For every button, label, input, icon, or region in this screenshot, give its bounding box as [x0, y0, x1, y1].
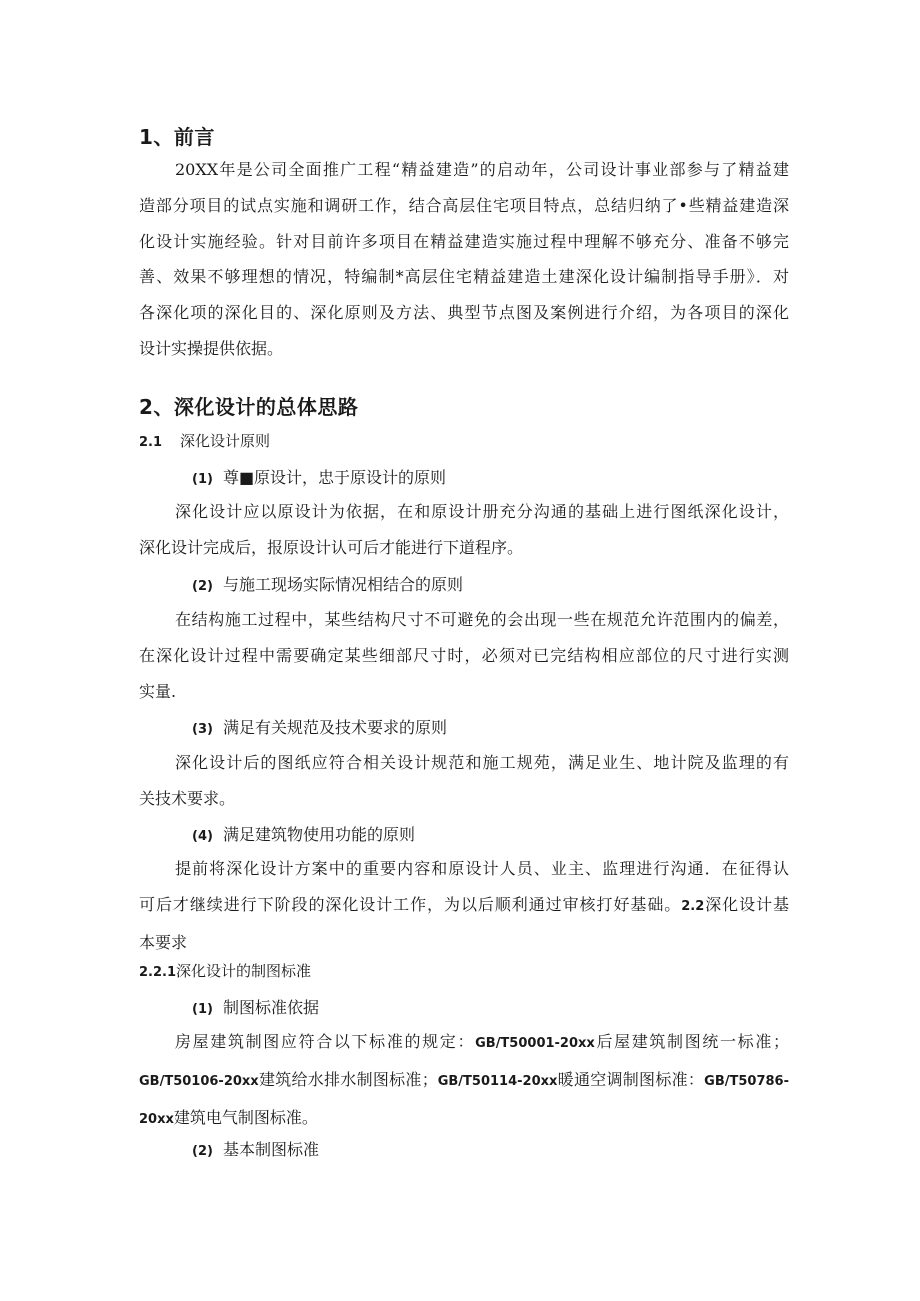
paragraph-line — [139, 1062, 789, 1100]
paragraph-line — [139, 1100, 789, 1138]
paragraph-line: 在深化设计过程中需要确定某些细部尺寸时，必须对已完结构相应部位的尺寸进行实测 — [139, 645, 789, 665]
principle-item-4-title — [192, 822, 415, 845]
standard-code: GB/T50114-20xx — [437, 1073, 558, 1089]
standard-code: GB/T50106-20xx — [139, 1073, 259, 1089]
subsection-number: 2.1 — [139, 435, 163, 450]
paragraph-line: 实量. — [139, 681, 177, 701]
principle-item-3-text — [139, 745, 789, 817]
section-1-heading: 1、前言 — [139, 125, 215, 149]
section-1-paragraph — [139, 152, 789, 367]
paragraph-line — [139, 1024, 789, 1062]
principle-item-1-text — [139, 494, 789, 566]
standard-item-2-title — [192, 1137, 319, 1160]
paragraph-text: 可后才继续进行下阶段的深化设计工作，为以后顺利通过审核打好基础。 — [139, 894, 682, 914]
standard-code: GB/T50786- — [704, 1073, 789, 1089]
principle-item-4-text — [139, 851, 789, 960]
principle-item-2-text — [139, 602, 789, 709]
paragraph-text: 后屋建筑制图统一标准； — [594, 1032, 789, 1051]
item-title: 尊■原设计，忠于原设计的原则 — [222, 468, 447, 487]
paragraph-text: 暖通空调制图标准： — [557, 1069, 705, 1089]
section-2-heading: 2、深化设计的总体思路 — [139, 395, 359, 419]
paragraph-line: 本要求 — [139, 932, 188, 952]
paragraph-line: 关技术要求。 — [139, 788, 236, 808]
paragraph-line: 设计实操提供依据。 — [139, 338, 284, 358]
paragraph-line: 善、效果不够理想的情况，特编制*高层住宅精益建造土建深化设计编制指导手册》．对 — [139, 267, 789, 287]
item-title: 满足建筑物使用功能的原则 — [222, 825, 415, 844]
paragraph-line: 深化设计完成后，报原设计认可后才能进行下道程序。 — [139, 537, 524, 557]
paragraph-line: 提前将深化设计方案中的重要内容和原设计人员、业主、监理进行沟通．在征得认 — [175, 859, 789, 878]
paragraph-line: 20XX年是公司全面推广工程“精益建造”的启动年，公司设计事业部参与了精益建 — [175, 160, 789, 179]
paragraph-line: 深化设计应以原设计为依据，在和原设计册充分沟通的基础上进行图纸深化设计， — [175, 502, 789, 521]
principle-item-3-title — [192, 715, 447, 738]
subsection-title: 深化设计基 — [704, 894, 789, 914]
item-title: 满足有关规范及技术要求的原则 — [222, 718, 447, 737]
paragraph-text: 建筑电气制图标准。 — [173, 1107, 318, 1127]
subsection-title: 深化设计原则 — [180, 432, 271, 450]
subsection-2-1-heading — [139, 430, 270, 451]
paragraph-line: 化设计实施经验。针对目前许多项目在精益建造实施过程中理解不够充分、准备不够完 — [139, 231, 789, 251]
standard-item-1-title — [192, 995, 319, 1018]
item-number: (2) — [192, 579, 213, 594]
subsection-number: 2.2.1 — [139, 965, 177, 980]
item-title: 与施工现场实际情况相结合的原则 — [222, 575, 463, 594]
standard-item-1-text — [139, 1024, 789, 1137]
standard-code: 20xx — [139, 1111, 174, 1127]
subsection-title: 深化设计的制图标准 — [176, 962, 312, 980]
principle-item-2-title — [192, 572, 463, 595]
item-number: (1) — [192, 472, 213, 487]
principle-item-1-title — [192, 465, 446, 488]
item-number: (2) — [192, 1144, 213, 1159]
paragraph-text: 建筑给水排水制图标准； — [258, 1069, 438, 1089]
paragraph-text: 房屋建筑制图应符合以下标准的规定： — [175, 1032, 476, 1051]
item-title: 制图标准依据 — [222, 998, 319, 1017]
subsection-number: 2.2 — [681, 898, 705, 914]
item-number: (4) — [192, 829, 213, 844]
item-number: (3) — [192, 722, 213, 737]
paragraph-line: 深化设计后的图纸应符合相关设计规范和施工规苑，满足业生、地计院及监理的有 — [175, 753, 789, 772]
paragraph-line: 各深化项的深化目的、深化原则及方法、典型节点图及案例进行介绍，为各项目的深化 — [139, 303, 789, 323]
subsection-2-2-1-heading — [139, 960, 311, 981]
paragraph-line: 造部分项目的试点实施和调研工作，结合高层住宅项目特点，总结归纳了•些精益建造深 — [139, 195, 789, 215]
standard-code: GB/T50001-20xx — [475, 1036, 595, 1051]
paragraph-line — [139, 887, 789, 925]
item-title: 基本制图标准 — [222, 1140, 319, 1159]
paragraph-line: 在结构施工过程中，某些结构尺寸不可避免的会出现一些在规范允许范围内的偏差， — [175, 610, 789, 629]
item-number: (1) — [192, 1002, 213, 1017]
